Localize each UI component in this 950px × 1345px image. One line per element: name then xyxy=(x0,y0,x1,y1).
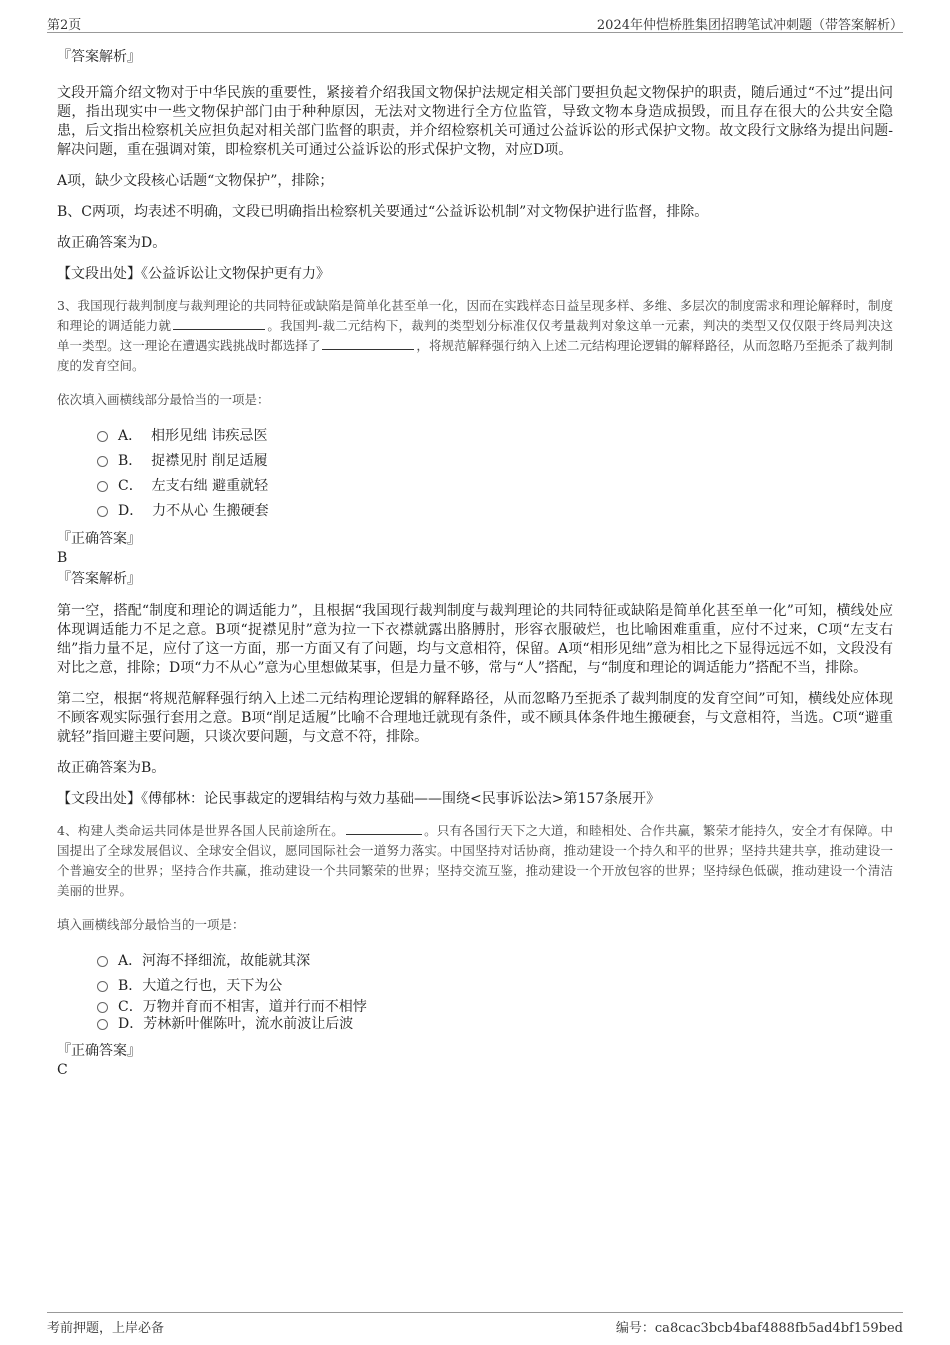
footer-slogan: 考前押题，上岸必备 xyxy=(47,1321,165,1336)
option-text: 力不从心 生搬硬套 xyxy=(152,503,269,519)
q3-source: 【文段出处】《傅郁林：论民事裁定的逻辑结构与效力基础——围绕<民事诉讼法>第157条展开》 xyxy=(57,791,661,807)
page-footer xyxy=(47,1312,903,1337)
q3-analysis-p1: 第一空，搭配“制度和理论的调适能力”，且根据“我国现行裁判制度与裁判理论的共同特征或缺陷是简单化甚至单一化”可知，横线处应体现调适能力不足之意。B项“捉襟见肘”意为拉一下衣襟就露出胳膊肘，形容衣服破烂，也比喻困难重重，应付不过来，C项“左支右绌”指力量不足，应付了这一方面，那一方面又有了问题，均与文意相符，保留。A项“相形见绌”意为相比之下显得远远不如，文段没有对比之意，排除；D项“力不从心”意为心里想做某事，但是力量不够，常与“人”搭配，与“制度和理论的调适能力”搭配不当，排除。 xyxy=(57,603,893,676)
option-text: 万物并育而不相害，道并行而不相悖 xyxy=(142,999,367,1015)
option-text: 捉襟见肘 削足适履 xyxy=(151,453,268,469)
q4-answer-tag: 『正确答案』 xyxy=(57,1043,141,1059)
q3-option-c[interactable] xyxy=(97,474,893,499)
q4-stem xyxy=(57,821,893,901)
q2-analysis-tag: 『答案解析』 xyxy=(57,49,141,65)
q4-answer: C xyxy=(57,1062,68,1078)
q4-options xyxy=(97,949,893,1036)
option-key: A． xyxy=(118,428,143,444)
q3-stem-part-1: 3、我国现行裁判制度与裁判理论的共同特征或缺陷是简单化甚至单一化，因而在实践样态日益呈现多样、多维、多层次的制度需求和理论解释时，制度和理论的调适能力就 xyxy=(57,298,893,333)
q4-option-a[interactable] xyxy=(97,949,893,974)
q2-analysis-p1: 文段开篇介绍文物对于中华民族的重要性，紧接着介绍我国文物保护法规定相关部门要担负起文物保护的职责，随后通过“不过”提出问题，指出现实中一些文物保护部门由于种种原因，无法对文物进行全方位监管，导致文物本身造成损毁，而且存在很大的公共安全隐患，后文指出检察机关应担负起对相关部门监督的职责，并介绍检察机关可通过公益诉讼的形式保护文物。故文段行文脉络为提出问题-解决问题，重在强调对策，即检察机关可通过公益诉讼的形式保护文物，对应D项。 xyxy=(57,85,893,158)
q4-blank xyxy=(346,822,422,835)
page-header xyxy=(47,14,903,33)
q3-answer-tag: 『正确答案』 xyxy=(57,531,141,547)
radio-icon[interactable] xyxy=(97,1019,108,1030)
option-key: C． xyxy=(118,478,143,494)
q3-blank-1 xyxy=(173,317,265,330)
q2-source: 【文段出处】《公益诉讼让文物保护更有力》 xyxy=(57,266,330,282)
radio-icon[interactable] xyxy=(97,1002,108,1013)
option-text: 左支右绌 避重就轻 xyxy=(151,478,269,494)
option-text: 芳林新叶催陈叶，流水前波让后波 xyxy=(143,1016,354,1032)
q3-answer: B xyxy=(57,550,68,566)
q4-prompt: 填入画横线部分最恰当的一项是： xyxy=(57,917,245,932)
q3-stem-part-2: 。我国判-裁二元结构下，裁判的类型划分标准仅仅考量裁判对象这单一元素，判决的类型又仅仅限于终局判决这单一类型。这一理论在遭遇实践挑战时都选择了 xyxy=(57,318,893,353)
option-key: C． xyxy=(118,999,143,1015)
q3-analysis-p3: 故正确答案为B。 xyxy=(57,760,166,776)
page-number: 第2页 xyxy=(47,18,82,33)
q3-options xyxy=(97,424,893,524)
q4-option-d[interactable] xyxy=(97,1016,893,1036)
option-text: 河海不择细流，故能就其深 xyxy=(142,953,311,969)
radio-icon[interactable] xyxy=(97,981,108,992)
radio-icon[interactable] xyxy=(97,956,108,967)
radio-icon[interactable] xyxy=(97,456,108,467)
option-key: B． xyxy=(118,453,143,469)
q2-analysis-p4: 故正确答案为D。 xyxy=(57,235,167,251)
option-key: D． xyxy=(118,503,144,519)
document-title: 2024年仲恺桥胜集团招聘笔试冲刺题（带答案解析） xyxy=(596,18,903,33)
q3-analysis-tag: 『答案解析』 xyxy=(57,571,141,587)
q4-stem-part-2: 。只有各国行天下之大道，和睦相处、合作共赢，繁荣才能持久，安全才有保障。中国提出了全球发展倡议、全球安全倡议，愿同国际社会一道努力落实。中国坚持对话协商，推动建设一个持久和平的世界；坚持共建共享，推动建设一个普遍安全的世界；坚持合作共赢，推动建设一个共同繁荣的世界；坚持交流互鉴，推动建设一个开放包容的世界；坚持绿色低碳，推动建设一个清洁美丽的世界。 xyxy=(57,823,893,898)
radio-icon[interactable] xyxy=(97,481,108,492)
option-text: 大道之行也，天下为公 xyxy=(142,978,283,994)
q3-stem-part-3: ，将规范解释强行纳入上述二元结构理论逻辑的解释路径，从而忽略乃至扼杀了裁判制度的发育空间。 xyxy=(57,338,893,373)
q3-stem xyxy=(57,296,893,376)
q3-option-b[interactable] xyxy=(97,449,893,474)
q3-option-d[interactable] xyxy=(97,499,893,524)
footer-id: 编号：ca8cac3bcb4baf4888fb5ad4bf159bed xyxy=(615,1321,903,1336)
q3-blank-2 xyxy=(322,337,414,350)
q3-analysis-p2: 第二空，根据“将规范解释强行纳入上述二元结构理论逻辑的解释路径，从而忽略乃至扼杀了裁判制度的发育空间”可知，横线处应体现不顾客观实际强行套用之意。B项“削足适履”比喻不合理地迁就现有条件，或不顾具体条件地生搬硬套，与文意相符，当选。C项“避重就轻”指回避主要问题，只谈次要问题，与文意不符，排除。 xyxy=(57,691,893,745)
option-text: 相形见绌 讳疾忌医 xyxy=(151,428,268,444)
option-key: B． xyxy=(118,978,143,994)
q4-option-c[interactable] xyxy=(97,999,893,1016)
option-key: A． xyxy=(118,953,143,969)
q4-option-b[interactable] xyxy=(97,974,893,999)
radio-icon[interactable] xyxy=(97,431,108,442)
q3-prompt: 依次填入画横线部分最恰当的一项是： xyxy=(57,392,270,407)
q2-analysis-p2: A项，缺少文段核心话题“文物保护”，排除； xyxy=(57,173,334,189)
radio-icon[interactable] xyxy=(97,506,108,517)
q4-stem-part-1: 4、构建人类命运共同体是世界各国人民前途所在。 xyxy=(57,823,344,838)
q2-analysis-p3: B、C两项，均表述不明确，文段已明确指出检察机关要通过“公益诉讼机制”对文物保护进行监督，排除。 xyxy=(57,204,709,220)
q3-option-a[interactable] xyxy=(97,424,893,449)
option-key: D． xyxy=(118,1016,144,1032)
page-content xyxy=(57,46,893,1080)
